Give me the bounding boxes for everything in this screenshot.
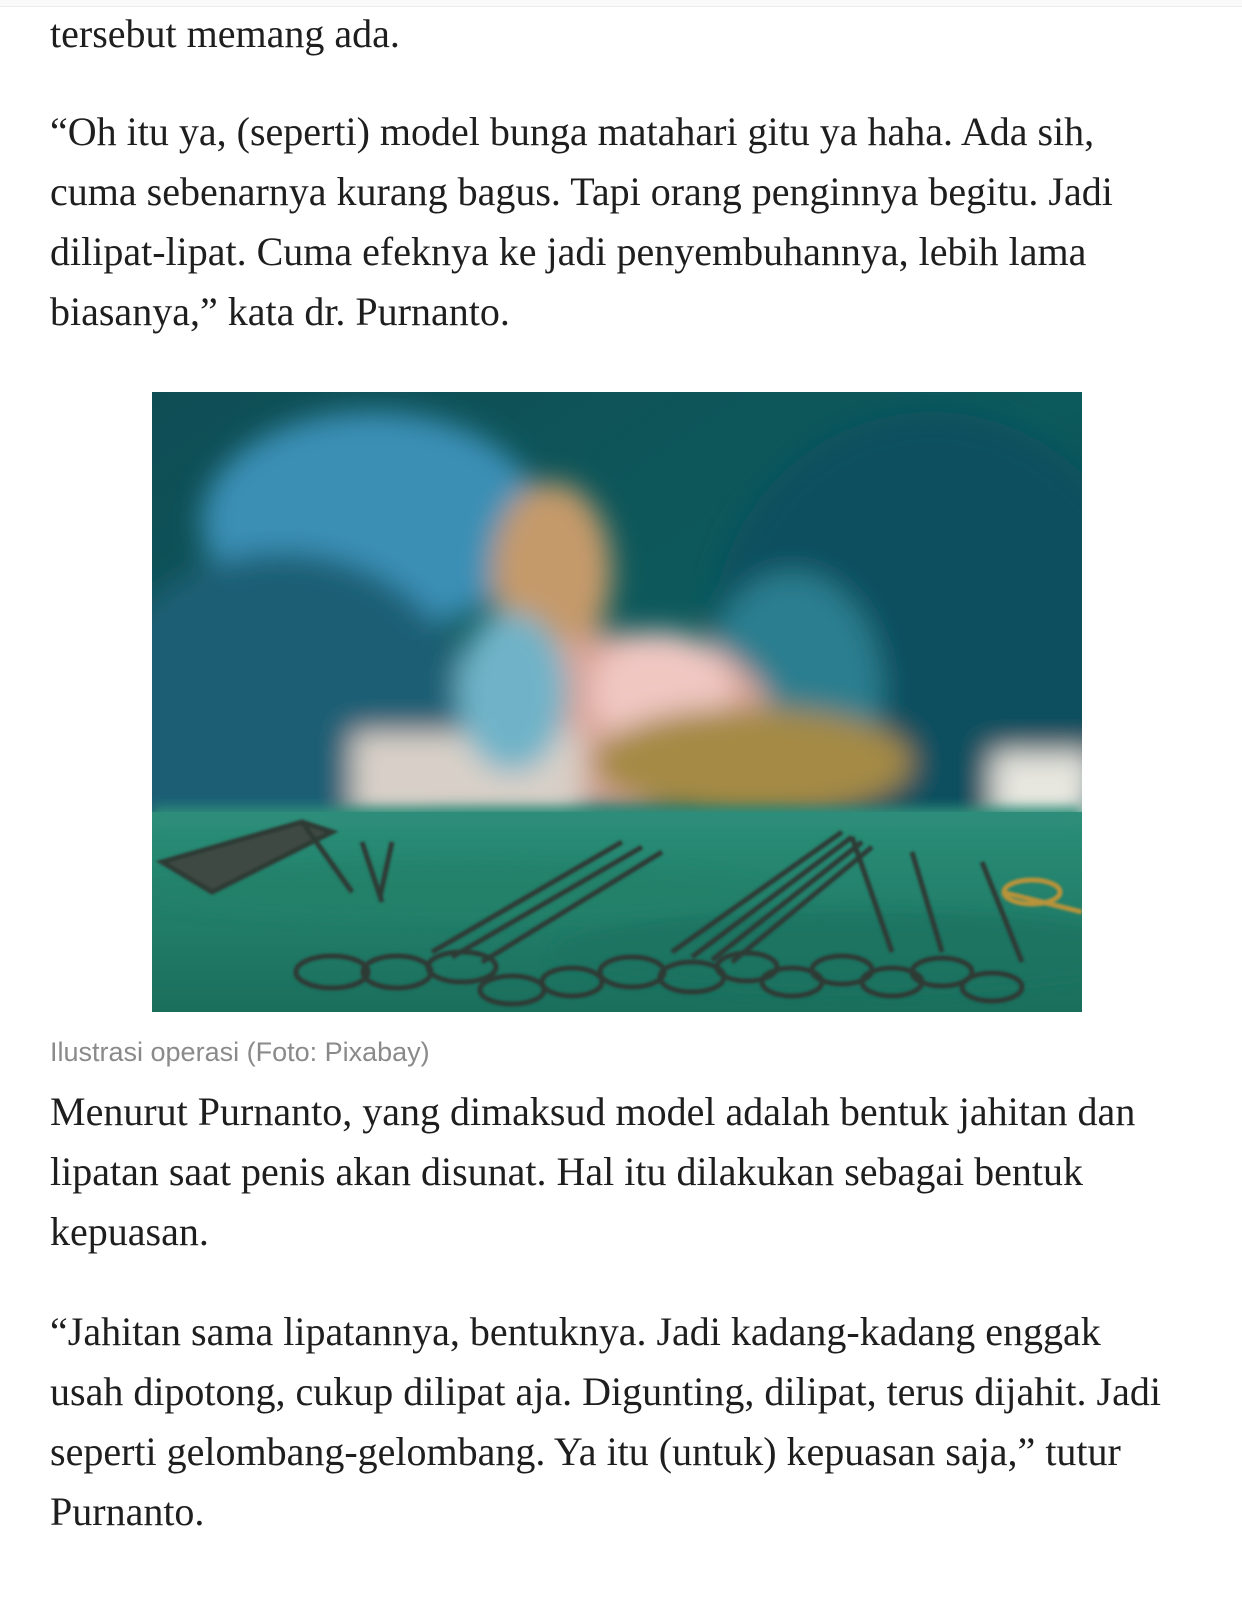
image-caption: Ilustrasi operasi (Foto: Pixabay) [50, 1037, 430, 1067]
article-paragraph: tersebut memang ada. [50, 11, 400, 56]
article-paragraph: Menurut Purnanto, yang dimaksud model adalah bentuk jahitan dan lipatan saat penis akan disunat. Hal itu dilakukan sebagai bentuk kepuasan. [50, 1089, 1136, 1254]
article-image[interactable] [152, 392, 1082, 1012]
article-paragraph: “Jahitan sama lipatannya, bentuknya. Jadi kadang-kadang enggak usah dipotong, cukup dilipat aja. Digunting, dilipat, terus dijahit. Jadi seperti gelombang-gelombang. Ya itu (untuk) kepuasan saja,” tutur Purnanto. [50, 1309, 1161, 1534]
article-paragraph: “Oh itu ya, (seperti) model bunga matahari gitu ya haha. Ada sih, cuma sebenarnya kurang bagus. Tapi orang penginnya begitu. Jadi dilipat-lipat. Cuma efeknya ke jadi penyembuhannya, lebih lama biasanya,” kata dr. Purnanto. [50, 109, 1113, 334]
surgery-illustration-image [152, 392, 1082, 1012]
